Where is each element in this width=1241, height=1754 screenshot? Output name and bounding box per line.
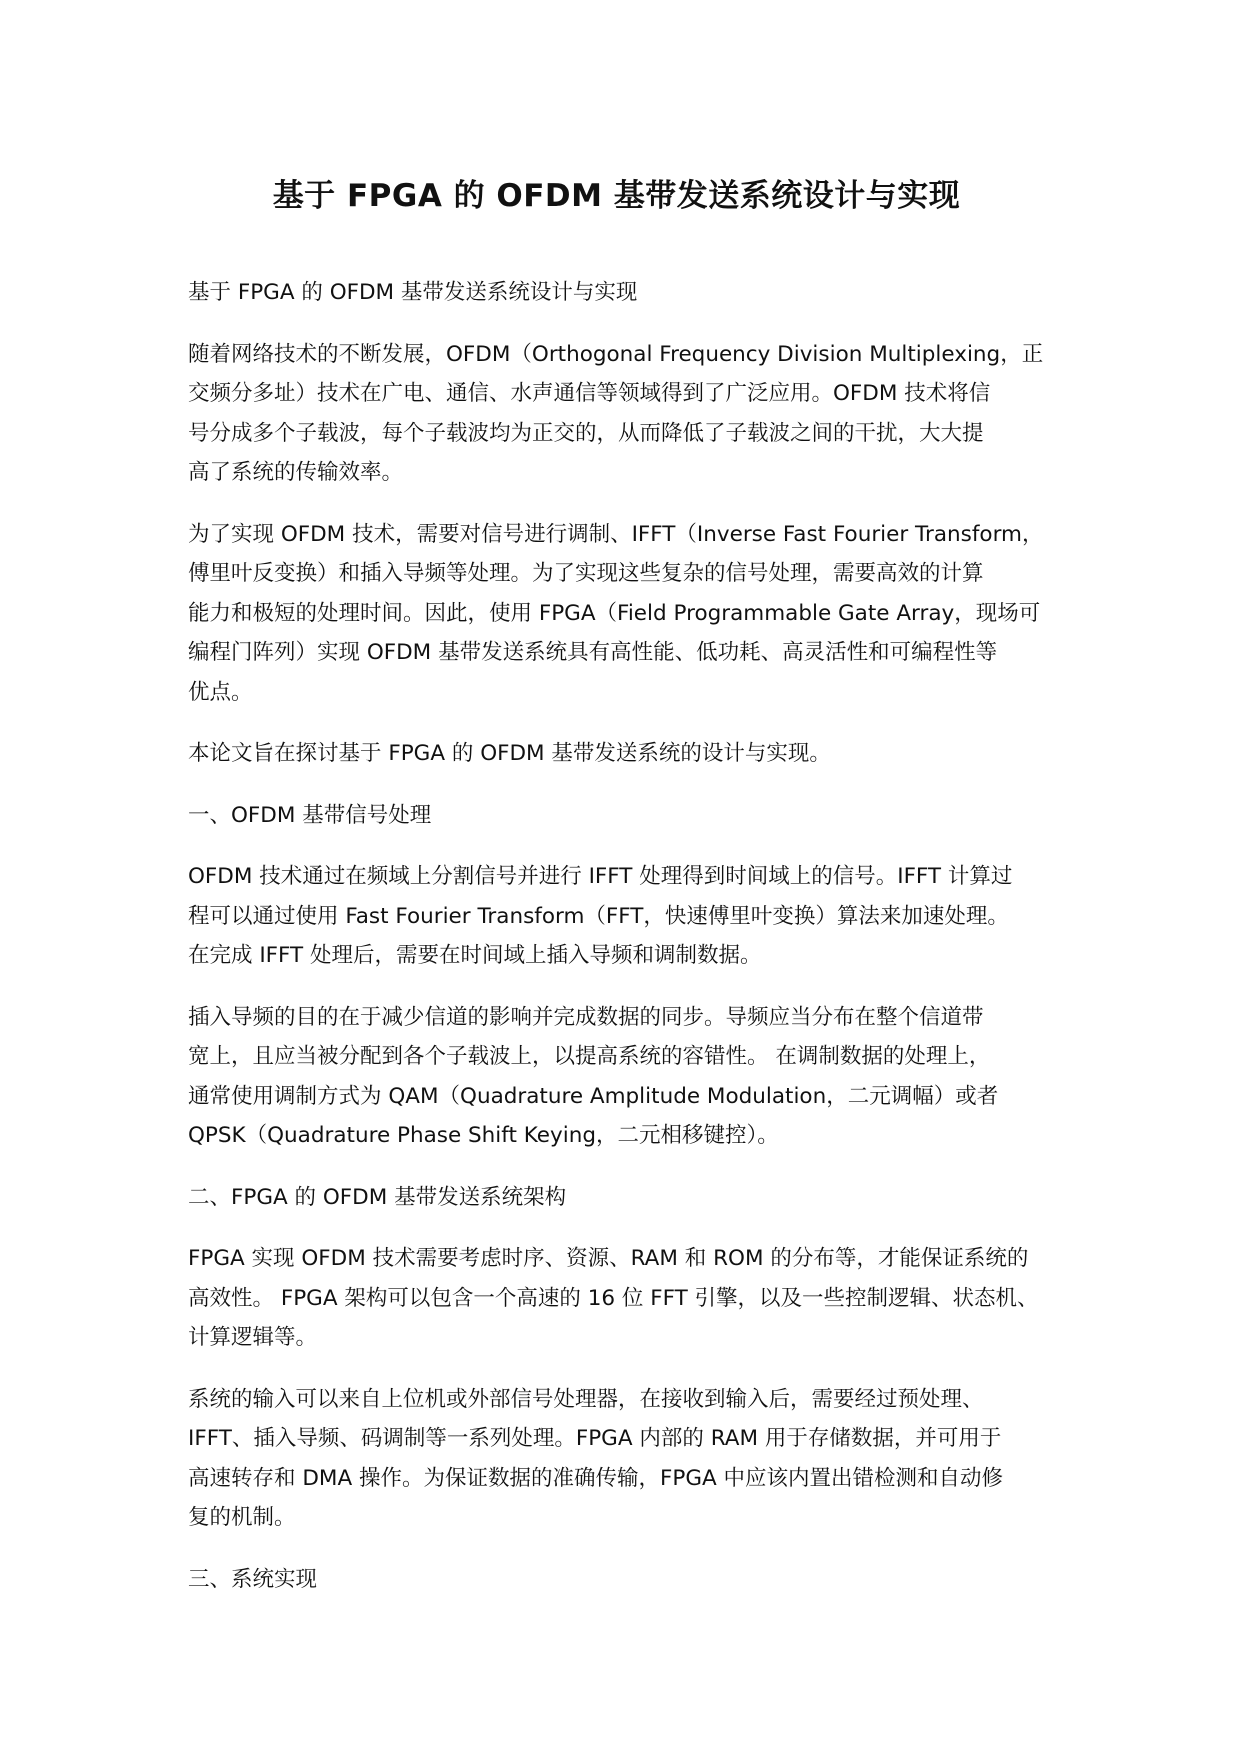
paragraph-ofdm-implementation: 为了实现 OFDM 技术，需要对信号进行调制、IFFT（Inverse Fast Fourier Transform， 傅里叶反变换）和插入导频等处理。为了实现这些复杂的信号处理，需要高效的计算 能力和极短的处理时间。因此，使用 FPGA（Field Programmable Gate Array，现场可 编程门阵列）实现 OFDM 基带发送系统具有高性能、低功耗、高灵活性和可编程性等 优点。 (188, 521, 1044, 705)
paragraph-intro: 随着网络技术的不断发展，OFDM（Orthogonal Frequency Division Multiplexing，正 交频分多址）技术在广电、通信、水声通信等领域得到了广泛应用。OFDM 技术将信 号分成多个子载波，每个子载波均为正交的，从而降低了子载波之间的干扰，大大提 高了系统的传输效率。 (188, 341, 1044, 486)
paragraph-pilot-insertion: 插入导频的目的在于减少信道的影响并完成数据的同步。导频应当分布在整个信道带 宽上，且应当被分配到各个子载波上，以提高系统的容错性。 在调制数据的处理上， 通常使用调制方式为 QAM（Quadrature Amplitude Modulation，二元调幅）或者 QPSK（Quadrature Phase Shift Keying，二元相移键控）。 (188, 1004, 999, 1149)
section-heading-2: 二、FPGA 的 OFDM 基带发送系统架构 (188, 1184, 567, 1210)
section-heading-1: 一、OFDM 基带信号处理 (188, 802, 432, 828)
paragraph-purpose: 本论文旨在探讨基于 FPGA 的 OFDM 基带发送系统的设计与实现。 (188, 741, 831, 767)
paragraph-system-input: 系统的输入可以来自上位机或外部信号处理器，在接收到输入后，需要经过预处理、 IFFT、插入导频、码调制等一系列处理。FPGA 内部的 RAM 用于存储数据，并可用于 高速转存和 DMA 操作。为保证数据的准确传输，FPGA 中应该内置出错检测和自动修 复的机制。 (188, 1386, 1004, 1531)
document-title: 基于 FPGA 的 OFDM 基带发送系统设计与实现 (272, 178, 961, 214)
paragraph-subtitle: 基于 FPGA 的 OFDM 基带发送系统设计与实现 (188, 280, 638, 306)
paragraph-ifft-processing: OFDM 技术通过在频域上分割信号并进行 IFFT 处理得到时间域上的信号。IFFT 计算过 程可以通过使用 Fast Fourier Transform（FFT，快速傅里叶变换）算法来加速处理。 在完成 IFFT 处理后，需要在时间域上插入导频和调制数据。 (188, 864, 1013, 969)
section-heading-3: 三、系统实现 (188, 1566, 318, 1592)
paragraph-fpga-architecture: FPGA 实现 OFDM 技术需要考虑时序、资源、RAM 和 ROM 的分布等，才能保证系统的 高效性。 FPGA 架构可以包含一个高速的 16 位 FFT 引擎，以及一些控制逻辑、状态机、 计算逻辑等。 (188, 1246, 1039, 1351)
